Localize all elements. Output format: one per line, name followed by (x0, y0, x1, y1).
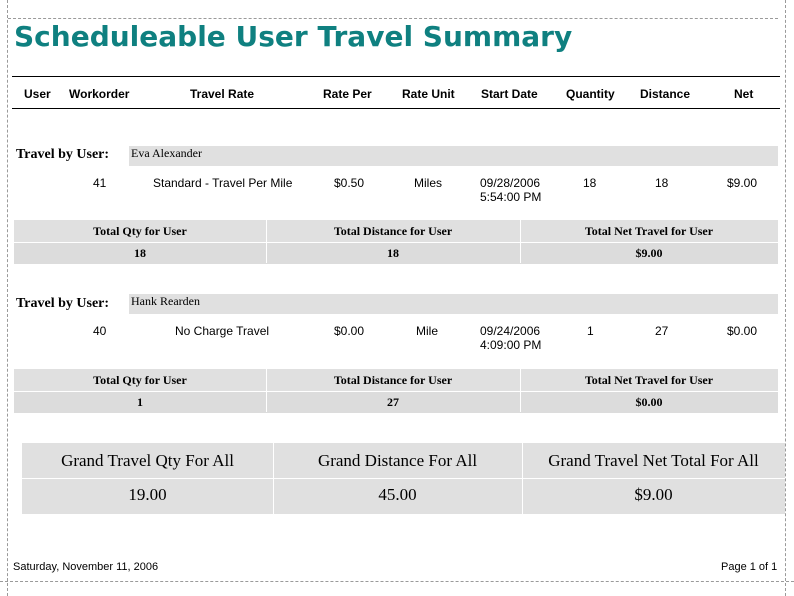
header-section-guide (8, 18, 778, 19)
cell-travel-rate: Standard - Travel Per Mile (153, 176, 293, 190)
report-title: Scheduleable User Travel Summary (14, 20, 573, 53)
total-qty-label: Total Qty for User (93, 373, 187, 387)
grand-qty-value: 19.00 (128, 485, 167, 504)
grand-qty-label: Grand Travel Qty For All (61, 451, 234, 470)
cell-quantity: 18 (583, 176, 597, 190)
column-header-user: User (24, 87, 51, 101)
total-distance-label: Total Distance for User (333, 224, 453, 238)
cell-net: $0.00 (727, 324, 758, 338)
total-qty-label: Total Qty for User (93, 224, 187, 238)
cell-start-date: 09/24/2006 (480, 324, 541, 338)
cell-net: $9.00 (727, 176, 758, 190)
footer-page-number: Page 1 of 1 (721, 561, 778, 573)
user-totals-box (14, 220, 778, 263)
total-distance-value: 27 (387, 395, 399, 409)
cell-rate-unit: Miles (414, 176, 443, 190)
total-net-value: $9.00 (635, 246, 663, 260)
column-header-quantity: Quantity (566, 87, 615, 101)
total-net-value: $0.00 (635, 395, 663, 409)
cell-quantity: 1 (587, 324, 594, 338)
group-user-bar (129, 294, 778, 314)
column-header-rate-per: Rate Per (323, 87, 372, 101)
cell-workorder: 40 (93, 324, 107, 338)
grand-net-label: Grand Travel Net Total For All (548, 451, 759, 470)
column-header-travel-rate: Travel Rate (190, 87, 255, 101)
column-header-top-rule (12, 76, 780, 77)
column-header-bottom-rule (12, 108, 780, 109)
column-header-workorder: Workorder (69, 87, 130, 101)
page-margin-guide-left (7, 0, 8, 596)
cell-start-time: 5:54:00 PM (480, 190, 542, 204)
grand-distance-label: Grand Distance For All (317, 451, 478, 470)
total-net-label: Total Net Travel for User (584, 224, 714, 238)
cell-workorder: 41 (93, 176, 107, 190)
footer-date: Saturday, November 11, 2006 (13, 561, 159, 573)
cell-travel-rate: No Charge Travel (175, 324, 270, 338)
total-distance-label: Total Distance for User (333, 373, 453, 387)
page-margin-guide-right (785, 0, 786, 596)
group-user-bar (129, 146, 778, 166)
column-header-start-date: Start Date (481, 87, 538, 101)
total-net-label: Total Net Travel for User (584, 373, 714, 387)
grand-net-value: $9.00 (634, 485, 673, 504)
page-margin-guide-bottom (0, 581, 794, 582)
total-qty-value: 18 (134, 246, 146, 260)
total-qty-value: 1 (137, 395, 143, 409)
group-user-name: Eva Alexander (131, 146, 202, 160)
cell-start-date: 09/28/2006 (480, 176, 541, 190)
cell-distance: 27 (655, 324, 669, 338)
column-header-rate-unit: Rate Unit (402, 87, 455, 101)
cell-start-time: 4:09:00 PM (480, 338, 542, 352)
cell-rate-unit: Mile (416, 324, 439, 338)
grand-distance-value: 45.00 (378, 485, 417, 504)
cell-distance: 18 (655, 176, 669, 190)
group-label: Travel by User: (16, 147, 110, 162)
user-totals-box (14, 369, 778, 412)
column-header-net: Net (734, 87, 754, 101)
cell-rate-per: $0.00 (334, 324, 365, 338)
grand-totals-box (22, 443, 785, 514)
group-label: Travel by User: (16, 296, 110, 311)
total-distance-value: 18 (387, 246, 399, 260)
cell-rate-per: $0.50 (334, 176, 365, 190)
column-header-distance: Distance (640, 87, 691, 101)
group-user-name: Hank Rearden (131, 294, 200, 308)
